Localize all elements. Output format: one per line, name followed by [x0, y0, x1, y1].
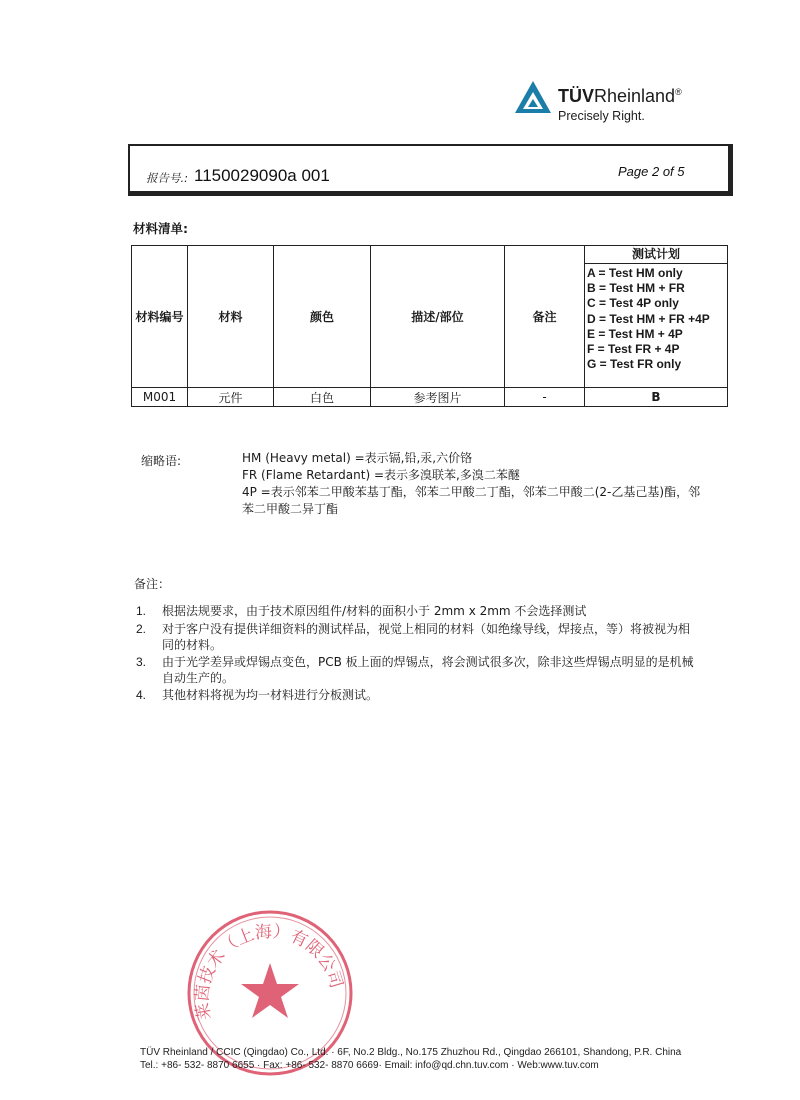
seal-text: 莱茵技术（上海）有限公司 — [192, 921, 347, 1022]
col-header-material: 材料 — [188, 246, 274, 388]
table-row — [132, 388, 728, 407]
brand-name: TÜVRheinland® — [558, 86, 682, 106]
note-line: 同的材料。 — [162, 638, 223, 652]
note-number: 2. — [136, 622, 147, 636]
note-item — [162, 621, 722, 653]
test-plan-list — [585, 264, 727, 372]
col-header-remark: 备注 — [505, 246, 585, 388]
table-header-row — [132, 246, 728, 388]
report-label: 报告号.: — [146, 171, 189, 185]
report-number: 1150029090a 001 — [194, 166, 330, 185]
plan-item: F = Test FR + 4P — [587, 342, 680, 357]
col-header-test-plan — [585, 246, 728, 388]
note-number: 3. — [136, 655, 147, 669]
abbreviation-line: 苯二甲酸二异丁酯 — [242, 502, 339, 516]
note-line: 其他材料将视为均一材料进行分板测试。 — [162, 688, 379, 702]
page-indicator: Page 2 of 5 — [618, 164, 685, 179]
section-title: 材料清单: — [133, 221, 188, 236]
note-item — [162, 603, 722, 619]
footer-contact: Tel.: +86- 532- 8870 6655 · Fax: +86- 532- 8870 6669· Email: info@qd.chn.tuv.com · Web:www.tuv.com — [140, 1060, 599, 1071]
note-line: 自动生产的。 — [162, 671, 235, 685]
plan-item: E = Test HM + 4P — [587, 326, 683, 341]
col-header-id: 材料编号 — [132, 246, 188, 388]
brand-tagline: Precisely Right. — [558, 109, 645, 123]
test-plan-title: 测试计划 — [585, 246, 727, 264]
abbreviation-line: 4P =表示邻苯二甲酸苯基丁酯，邻苯二甲酸二丁酯，邻苯二甲酸二(2-乙基己基)酯，邻 — [242, 485, 701, 499]
abbreviations-label: 缩略语: — [141, 454, 182, 468]
tuv-logo — [514, 78, 714, 128]
cell-desc: 参考图片 — [371, 388, 505, 407]
col-header-color: 颜色 — [274, 246, 371, 388]
cell-remark: - — [505, 388, 585, 407]
footer-address: TÜV Rheinland / CCIC (Qingdao) Co., Ltd. · 6F, No.2 Bldg., No.175 Zhuzhou Rd., Qingdao 266101, Shandong, P.R. China — [140, 1047, 682, 1058]
plan-item: C = Test 4P only — [587, 296, 679, 311]
cell-plan: B — [585, 388, 728, 407]
cell-id: M001 — [132, 388, 188, 407]
note-number: 4. — [136, 688, 147, 702]
plan-item: B = Test HM + FR — [587, 281, 685, 296]
note-item — [162, 687, 722, 703]
notes-title: 备注： — [134, 577, 171, 591]
plan-item: A = Test HM only — [587, 266, 683, 280]
abbreviation-line: FR (Flame Retardant) =表示多溴联苯,多溴二苯醚 — [242, 468, 520, 482]
cell-color: 白色 — [274, 388, 371, 407]
col-header-desc: 描述/部位 — [371, 246, 505, 388]
note-line: 由于光学差异或焊锡点变色，PCB 板上面的焊锡点，将会测试很多次，除非这些焊锡点明显的是机械 — [162, 655, 694, 669]
cell-material: 元件 — [188, 388, 274, 407]
abbreviation-line: HM (Heavy metal) =表示镉,铅,汞,六价铬 — [242, 451, 473, 465]
plan-item: G = Test FR only — [587, 357, 682, 372]
triangle-logo-icon — [514, 80, 552, 114]
note-line: 对于客户没有提供详细资料的测试样品，视觉上相同的材料（如绝缘导线，焊接点，等）将被视为相 — [162, 622, 691, 636]
report-header-box — [128, 144, 733, 196]
note-item — [162, 654, 722, 686]
note-number: 1. — [136, 604, 147, 618]
material-table — [131, 245, 728, 407]
note-line: 根据法规要求，由于技术原因组件/材料的面积小于 2mm x 2mm 不会选择测试 — [162, 604, 587, 618]
plan-item: D = Test HM + FR +4P — [587, 311, 710, 326]
